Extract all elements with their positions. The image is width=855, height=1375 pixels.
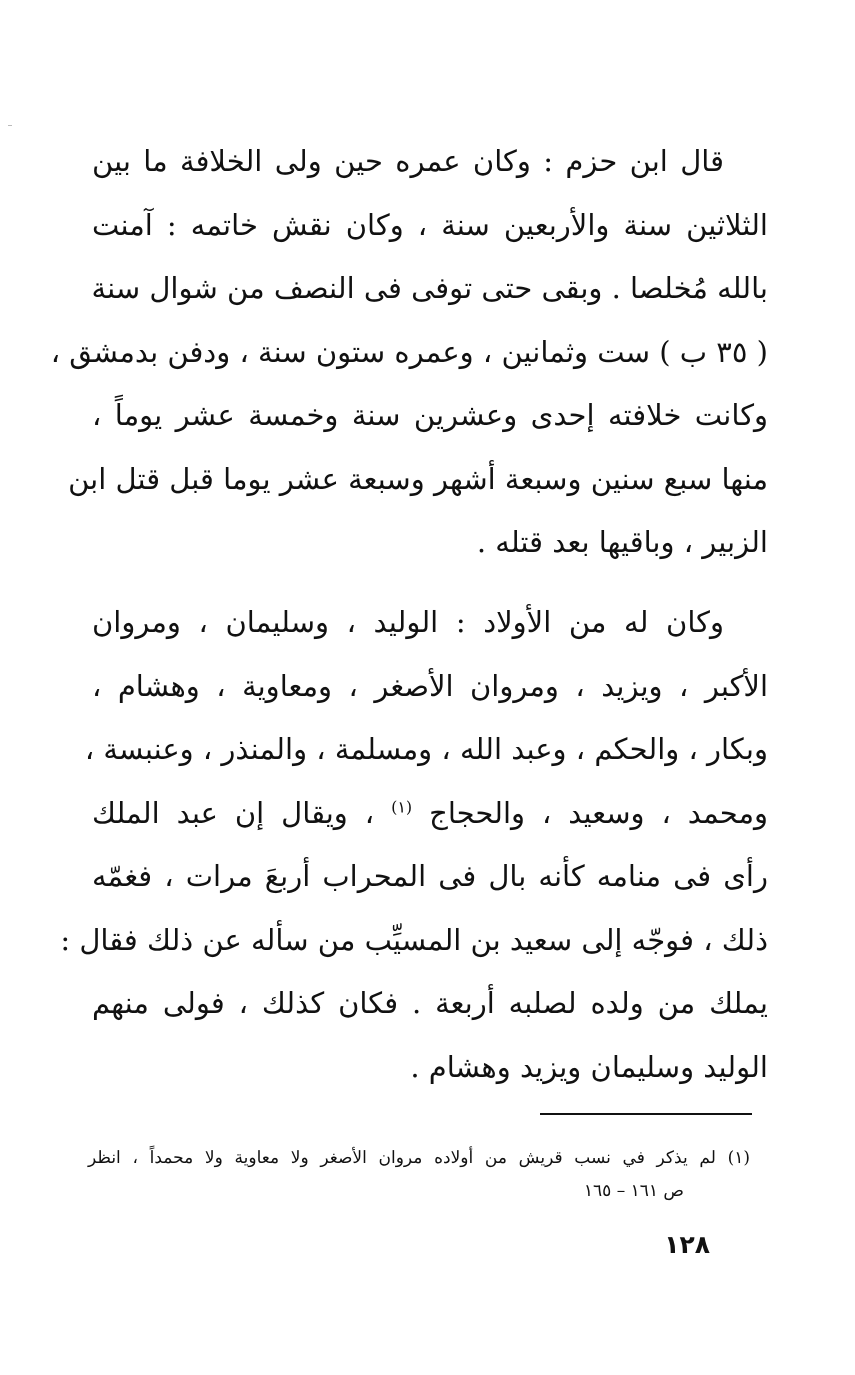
footnote <box>88 1142 750 1208</box>
paragraph-2 <box>60 591 769 1099</box>
text-line: وكانت خلافته إحدى وعشرين سنة وخمسة عشر يوماً ، <box>92 398 768 432</box>
text-line: ( ٣٥ ب ) ست وثمانين ، وعمره ستون سنة ، ودفن بدمشق ، <box>50 334 768 369</box>
text-line: الأكبر ، ويزيد ، ومروان الأصغر ، ومعاوية ، وهشام ، <box>92 668 768 703</box>
text-segment: ومحمد ، وسعيد ، والحجاج <box>429 795 769 830</box>
text-line-with-note <box>92 782 768 846</box>
text-segment: ، ويقال إن عبد الملك <box>92 795 375 830</box>
text-line: منها سبع سنين وسبعة أشهر وسبعة عشر يوما قبل قتل ابن <box>68 461 768 496</box>
scan-speck <box>8 125 12 126</box>
text-line: بالله مُخلصا . وبقى حتى توفى فى النصف من شوال سنة <box>91 271 768 305</box>
text-line: الثلاثين سنة والأربعين سنة ، وكان نقش خاتمه : آمنت <box>92 207 768 242</box>
text-line: الزبير ، وباقيها بعد قتله . <box>476 525 768 559</box>
page-number: ١٢٨ <box>664 1230 710 1259</box>
text-line: قال ابن حزم : وكان عمره حين ولى الخلافة ما بين <box>92 144 724 178</box>
footnote-line: (١) لم يذكر في نسب قريش من أولاده مروان الأصغر ولا معاوية ولا محمداً ، انظر <box>88 1148 750 1168</box>
text-line: وبكار ، والحكم ، وعبد الله ، ومسلمة ، والمنذر ، وعنبسة ، <box>84 732 768 766</box>
text-line: رأى فى منامه كأنه بال فى المحراب أربعَ مرات ، فغمّه <box>92 859 768 893</box>
text-line: الوليد وسليمان ويزيد وهشام . <box>410 1049 768 1084</box>
text-line: وكان له من الأولاد : الوليد ، وسليمان ، ومروان <box>92 605 724 639</box>
paragraph-1 <box>50 130 768 575</box>
text-line: ذلك ، فوجّه إلى سعيد بن المسيِّب من سأله عن ذلك فقال : <box>60 922 768 957</box>
footnote-line: ص ١٦١ – ١٦٥ <box>583 1181 684 1201</box>
text-line: يملك من ولده لصلبه أربعة . فكان كذلك ، فولى منهم <box>92 986 768 1020</box>
footnote-separator <box>540 1113 752 1115</box>
footnote-reference[interactable]: (١) <box>391 796 413 816</box>
